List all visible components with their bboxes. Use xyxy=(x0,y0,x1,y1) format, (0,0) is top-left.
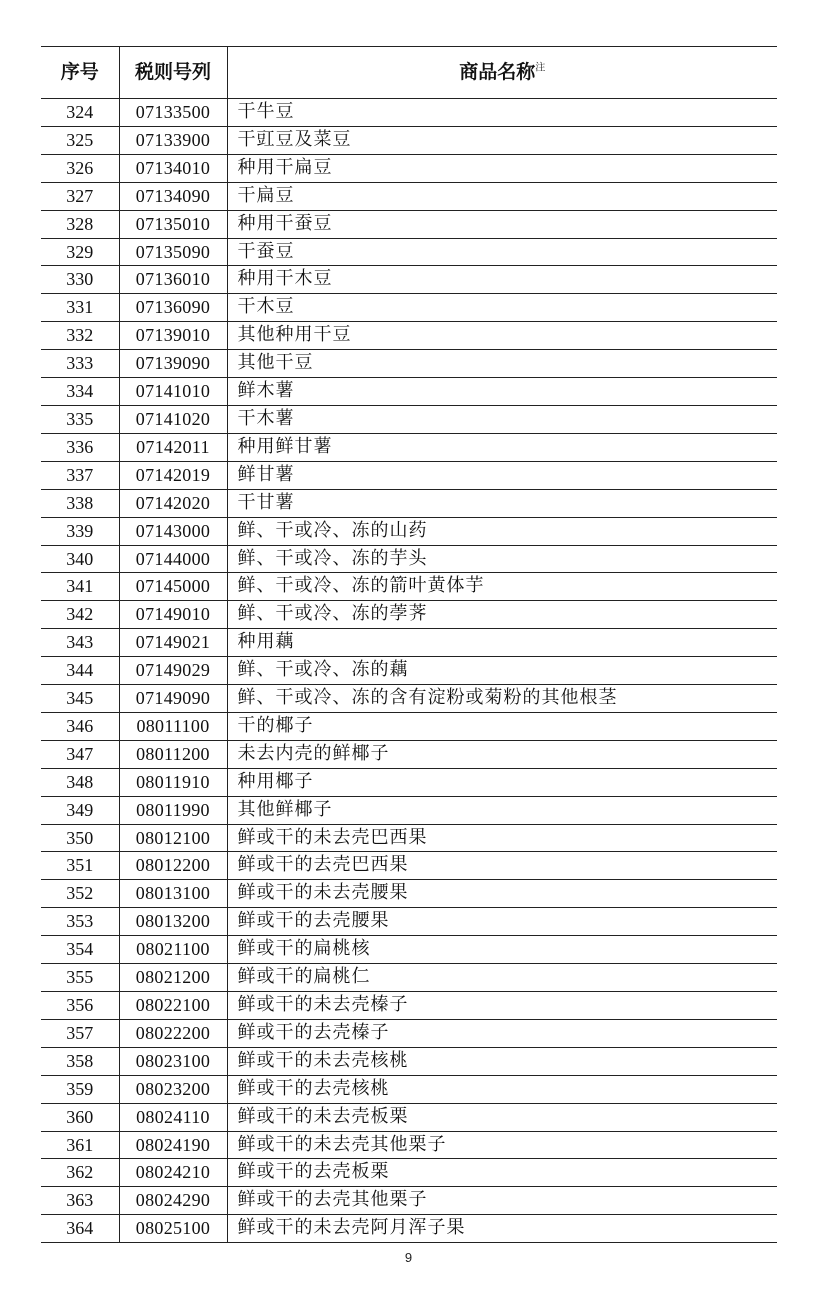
row-tariff-code: 07149090 xyxy=(119,685,227,713)
row-tariff-code: 08023100 xyxy=(119,1047,227,1075)
row-tariff-code: 08025100 xyxy=(119,1215,227,1243)
row-seq: 364 xyxy=(41,1215,119,1243)
row-seq: 328 xyxy=(41,210,119,238)
row-product-name: 鲜、干或冷、冻的含有淀粉或菊粉的其他根茎 xyxy=(227,685,777,713)
row-tariff-code: 08011200 xyxy=(119,740,227,768)
row-product-name: 种用干扁豆 xyxy=(227,154,777,182)
row-seq: 339 xyxy=(41,517,119,545)
row-tariff-code: 08021200 xyxy=(119,964,227,992)
table-row xyxy=(41,266,777,294)
row-product-name: 干木豆 xyxy=(227,294,777,322)
row-product-name: 鲜或干的去壳其他栗子 xyxy=(227,1187,777,1215)
row-product-name: 未去内壳的鲜椰子 xyxy=(227,740,777,768)
table-row xyxy=(41,294,777,322)
table-row xyxy=(41,322,777,350)
row-tariff-code: 07142019 xyxy=(119,461,227,489)
row-seq: 340 xyxy=(41,545,119,573)
row-seq: 331 xyxy=(41,294,119,322)
row-product-name: 种用鲜甘薯 xyxy=(227,433,777,461)
row-tariff-code: 08021100 xyxy=(119,936,227,964)
row-tariff-code: 07143000 xyxy=(119,517,227,545)
row-seq: 329 xyxy=(41,238,119,266)
row-product-name: 鲜或干的扁桃核 xyxy=(227,936,777,964)
row-product-name: 干木薯 xyxy=(227,405,777,433)
row-product-name: 鲜或干的未去壳巴西果 xyxy=(227,824,777,852)
row-seq: 346 xyxy=(41,712,119,740)
table-row xyxy=(41,545,777,573)
table-row xyxy=(41,1215,777,1243)
row-tariff-code: 08022100 xyxy=(119,992,227,1020)
row-product-name: 鲜或干的扁桃仁 xyxy=(227,964,777,992)
table-row xyxy=(41,126,777,154)
table-row xyxy=(41,880,777,908)
row-seq: 348 xyxy=(41,768,119,796)
row-product-name: 种用椰子 xyxy=(227,768,777,796)
row-tariff-code: 08023200 xyxy=(119,1075,227,1103)
table-row xyxy=(41,99,777,127)
row-product-name: 鲜或干的未去壳阿月浑子果 xyxy=(227,1215,777,1243)
header-seq: 序号 xyxy=(41,47,119,99)
table-row xyxy=(41,1047,777,1075)
row-product-name: 其他干豆 xyxy=(227,350,777,378)
table-row xyxy=(41,992,777,1020)
table-row xyxy=(41,712,777,740)
table-row xyxy=(41,1159,777,1187)
table-row xyxy=(41,964,777,992)
row-tariff-code: 07136090 xyxy=(119,294,227,322)
table-row xyxy=(41,1075,777,1103)
row-product-name: 鲜或干的未去壳板栗 xyxy=(227,1103,777,1131)
row-tariff-code: 08024110 xyxy=(119,1103,227,1131)
row-seq: 357 xyxy=(41,1019,119,1047)
row-seq: 330 xyxy=(41,266,119,294)
row-seq: 352 xyxy=(41,880,119,908)
row-product-name: 干蚕豆 xyxy=(227,238,777,266)
row-seq: 350 xyxy=(41,824,119,852)
row-seq: 325 xyxy=(41,126,119,154)
row-tariff-code: 07139090 xyxy=(119,350,227,378)
row-tariff-code: 08024190 xyxy=(119,1131,227,1159)
row-tariff-code: 08012100 xyxy=(119,824,227,852)
row-seq: 327 xyxy=(41,182,119,210)
row-seq: 342 xyxy=(41,601,119,629)
row-seq: 335 xyxy=(41,405,119,433)
row-tariff-code: 07134090 xyxy=(119,182,227,210)
row-seq: 353 xyxy=(41,908,119,936)
row-product-name: 鲜甘薯 xyxy=(227,461,777,489)
row-product-name: 鲜木薯 xyxy=(227,378,777,406)
row-tariff-code: 07142020 xyxy=(119,489,227,517)
row-seq: 324 xyxy=(41,99,119,127)
table-row xyxy=(41,1187,777,1215)
row-product-name: 干扁豆 xyxy=(227,182,777,210)
row-product-name: 鲜或干的未去壳榛子 xyxy=(227,992,777,1020)
row-tariff-code: 07141010 xyxy=(119,378,227,406)
table-row xyxy=(41,210,777,238)
row-product-name: 鲜、干或冷、冻的藕 xyxy=(227,657,777,685)
table-row xyxy=(41,1103,777,1131)
row-product-name: 鲜或干的去壳板栗 xyxy=(227,1159,777,1187)
table-row xyxy=(41,238,777,266)
row-seq: 345 xyxy=(41,685,119,713)
row-tariff-code: 08024210 xyxy=(119,1159,227,1187)
table-row xyxy=(41,824,777,852)
table-row xyxy=(41,1131,777,1159)
row-seq: 332 xyxy=(41,322,119,350)
table-row xyxy=(41,908,777,936)
row-seq: 358 xyxy=(41,1047,119,1075)
header-name-label: 商品名称 xyxy=(459,61,536,83)
row-tariff-code: 07136010 xyxy=(119,266,227,294)
row-tariff-code: 07145000 xyxy=(119,573,227,601)
row-product-name: 鲜、干或冷、冻的荸荠 xyxy=(227,601,777,629)
header-name xyxy=(227,47,777,99)
table-row xyxy=(41,154,777,182)
row-tariff-code: 07139010 xyxy=(119,322,227,350)
row-seq: 344 xyxy=(41,657,119,685)
row-tariff-code: 07133900 xyxy=(119,126,227,154)
row-product-name: 其他种用干豆 xyxy=(227,322,777,350)
row-product-name: 干豇豆及菜豆 xyxy=(227,126,777,154)
table-row xyxy=(41,657,777,685)
row-product-name: 其他鲜椰子 xyxy=(227,796,777,824)
table-row xyxy=(41,685,777,713)
table-header-row xyxy=(41,47,777,99)
row-product-name: 鲜或干的未去壳腰果 xyxy=(227,880,777,908)
table-row xyxy=(41,517,777,545)
row-tariff-code: 08011990 xyxy=(119,796,227,824)
row-product-name: 干的椰子 xyxy=(227,712,777,740)
row-product-name: 鲜或干的去壳腰果 xyxy=(227,908,777,936)
row-tariff-code: 07141020 xyxy=(119,405,227,433)
table-body xyxy=(41,99,777,1243)
row-seq: 351 xyxy=(41,852,119,880)
row-product-name: 鲜或干的去壳巴西果 xyxy=(227,852,777,880)
row-product-name: 鲜或干的未去壳核桃 xyxy=(227,1047,777,1075)
row-product-name: 鲜或干的未去壳其他栗子 xyxy=(227,1131,777,1159)
row-product-name: 鲜或干的去壳核桃 xyxy=(227,1075,777,1103)
row-tariff-code: 07149010 xyxy=(119,601,227,629)
table-row xyxy=(41,601,777,629)
table-row xyxy=(41,936,777,964)
row-seq: 326 xyxy=(41,154,119,182)
row-seq: 355 xyxy=(41,964,119,992)
row-product-name: 种用藕 xyxy=(227,629,777,657)
table-row xyxy=(41,378,777,406)
row-tariff-code: 08024290 xyxy=(119,1187,227,1215)
row-seq: 334 xyxy=(41,378,119,406)
row-seq: 360 xyxy=(41,1103,119,1131)
table-row xyxy=(41,768,777,796)
row-seq: 349 xyxy=(41,796,119,824)
row-tariff-code: 07133500 xyxy=(119,99,227,127)
row-seq: 333 xyxy=(41,350,119,378)
row-product-name: 鲜、干或冷、冻的山药 xyxy=(227,517,777,545)
row-tariff-code: 07144000 xyxy=(119,545,227,573)
row-product-name: 鲜、干或冷、冻的箭叶黄体芋 xyxy=(227,573,777,601)
tariff-table xyxy=(41,46,777,1243)
row-tariff-code: 07134010 xyxy=(119,154,227,182)
row-seq: 347 xyxy=(41,740,119,768)
row-seq: 341 xyxy=(41,573,119,601)
row-product-name: 种用干蚕豆 xyxy=(227,210,777,238)
row-tariff-code: 08011100 xyxy=(119,712,227,740)
table-row xyxy=(41,852,777,880)
row-seq: 356 xyxy=(41,992,119,1020)
row-tariff-code: 07135090 xyxy=(119,238,227,266)
row-tariff-code: 08011910 xyxy=(119,768,227,796)
table-row xyxy=(41,182,777,210)
row-tariff-code: 08012200 xyxy=(119,852,227,880)
row-product-name: 干牛豆 xyxy=(227,99,777,127)
table-row xyxy=(41,1019,777,1047)
row-product-name: 鲜或干的去壳榛子 xyxy=(227,1019,777,1047)
page-number: 9 xyxy=(404,1250,413,1265)
row-product-name: 干甘薯 xyxy=(227,489,777,517)
table-row xyxy=(41,461,777,489)
row-seq: 363 xyxy=(41,1187,119,1215)
header-code: 税则号列 xyxy=(119,47,227,99)
row-seq: 343 xyxy=(41,629,119,657)
table-row xyxy=(41,796,777,824)
table-row xyxy=(41,629,777,657)
table-row xyxy=(41,573,777,601)
row-tariff-code: 07149021 xyxy=(119,629,227,657)
table-row xyxy=(41,489,777,517)
table-row xyxy=(41,433,777,461)
row-tariff-code: 08022200 xyxy=(119,1019,227,1047)
row-seq: 336 xyxy=(41,433,119,461)
row-tariff-code: 07149029 xyxy=(119,657,227,685)
row-product-name: 鲜、干或冷、冻的芋头 xyxy=(227,545,777,573)
row-product-name: 种用干木豆 xyxy=(227,266,777,294)
row-seq: 361 xyxy=(41,1131,119,1159)
table-row xyxy=(41,350,777,378)
row-seq: 337 xyxy=(41,461,119,489)
table-row xyxy=(41,740,777,768)
row-tariff-code: 07135010 xyxy=(119,210,227,238)
row-tariff-code: 08013100 xyxy=(119,880,227,908)
row-seq: 362 xyxy=(41,1159,119,1187)
row-seq: 338 xyxy=(41,489,119,517)
row-tariff-code: 07142011 xyxy=(119,433,227,461)
row-seq: 354 xyxy=(41,936,119,964)
header-name-note: 注 xyxy=(535,62,546,74)
table-row xyxy=(41,405,777,433)
row-seq: 359 xyxy=(41,1075,119,1103)
row-tariff-code: 08013200 xyxy=(119,908,227,936)
